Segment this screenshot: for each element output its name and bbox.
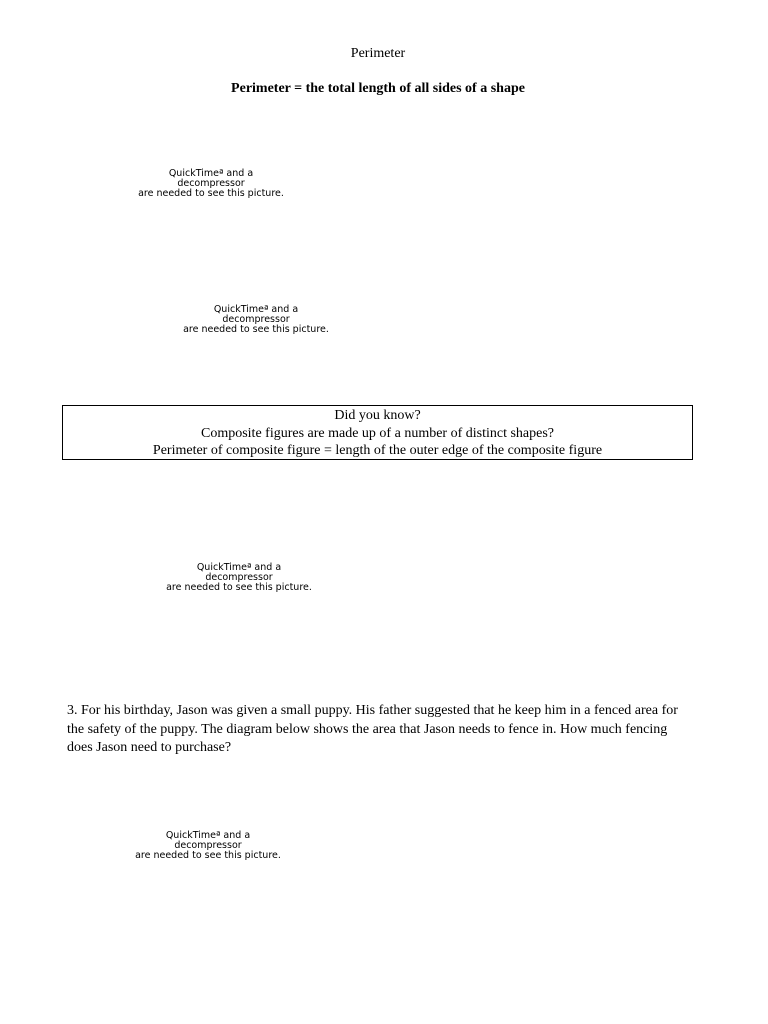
placeholder-line-3: are needed to see this picture.	[183, 324, 329, 335]
placeholder-line-2: decompressor	[174, 840, 242, 851]
placeholder-line-2: decompressor	[177, 178, 245, 189]
placeholder-line-3: are needed to see this picture.	[135, 850, 281, 861]
did-you-know-line-1: Composite figures are made up of a number of distinct shapes?	[200, 425, 554, 441]
placeholder-line-1: QuickTimeª and a	[168, 168, 254, 179]
placeholder-line-1: QuickTimeª and a	[165, 830, 251, 841]
placeholder-line-3: are needed to see this picture.	[138, 188, 284, 199]
question-3: 3. For his birthday, Jason was given a small puppy. His father suggested that he keep him in a fenced area for the safety of the puppy. The diagram below shows the area that Jason needs to fence in. How much fencing does Jason need to purchase?	[67, 703, 678, 755]
perimeter-definition: Perimeter = the total length of all sides of a shape	[231, 81, 525, 96]
placeholder-line-1: QuickTimeª and a	[213, 304, 299, 315]
missing-picture-placeholder-3	[159, 563, 319, 593]
missing-picture-placeholder-2	[176, 305, 336, 335]
placeholder-line-2: decompressor	[222, 314, 290, 325]
placeholder-line-1: QuickTimeª and a	[196, 562, 282, 573]
did-you-know-line-2: Perimeter of composite figure = length of the outer edge of the composite figure	[152, 443, 603, 458]
missing-picture-placeholder-1	[131, 169, 291, 199]
placeholder-line-2: decompressor	[205, 572, 273, 583]
did-you-know-box	[62, 405, 693, 460]
did-you-know-heading: Did you know?	[334, 408, 421, 423]
page-title: Perimeter	[350, 46, 406, 61]
missing-picture-placeholder-4	[128, 831, 288, 861]
placeholder-line-3: are needed to see this picture.	[166, 582, 312, 593]
